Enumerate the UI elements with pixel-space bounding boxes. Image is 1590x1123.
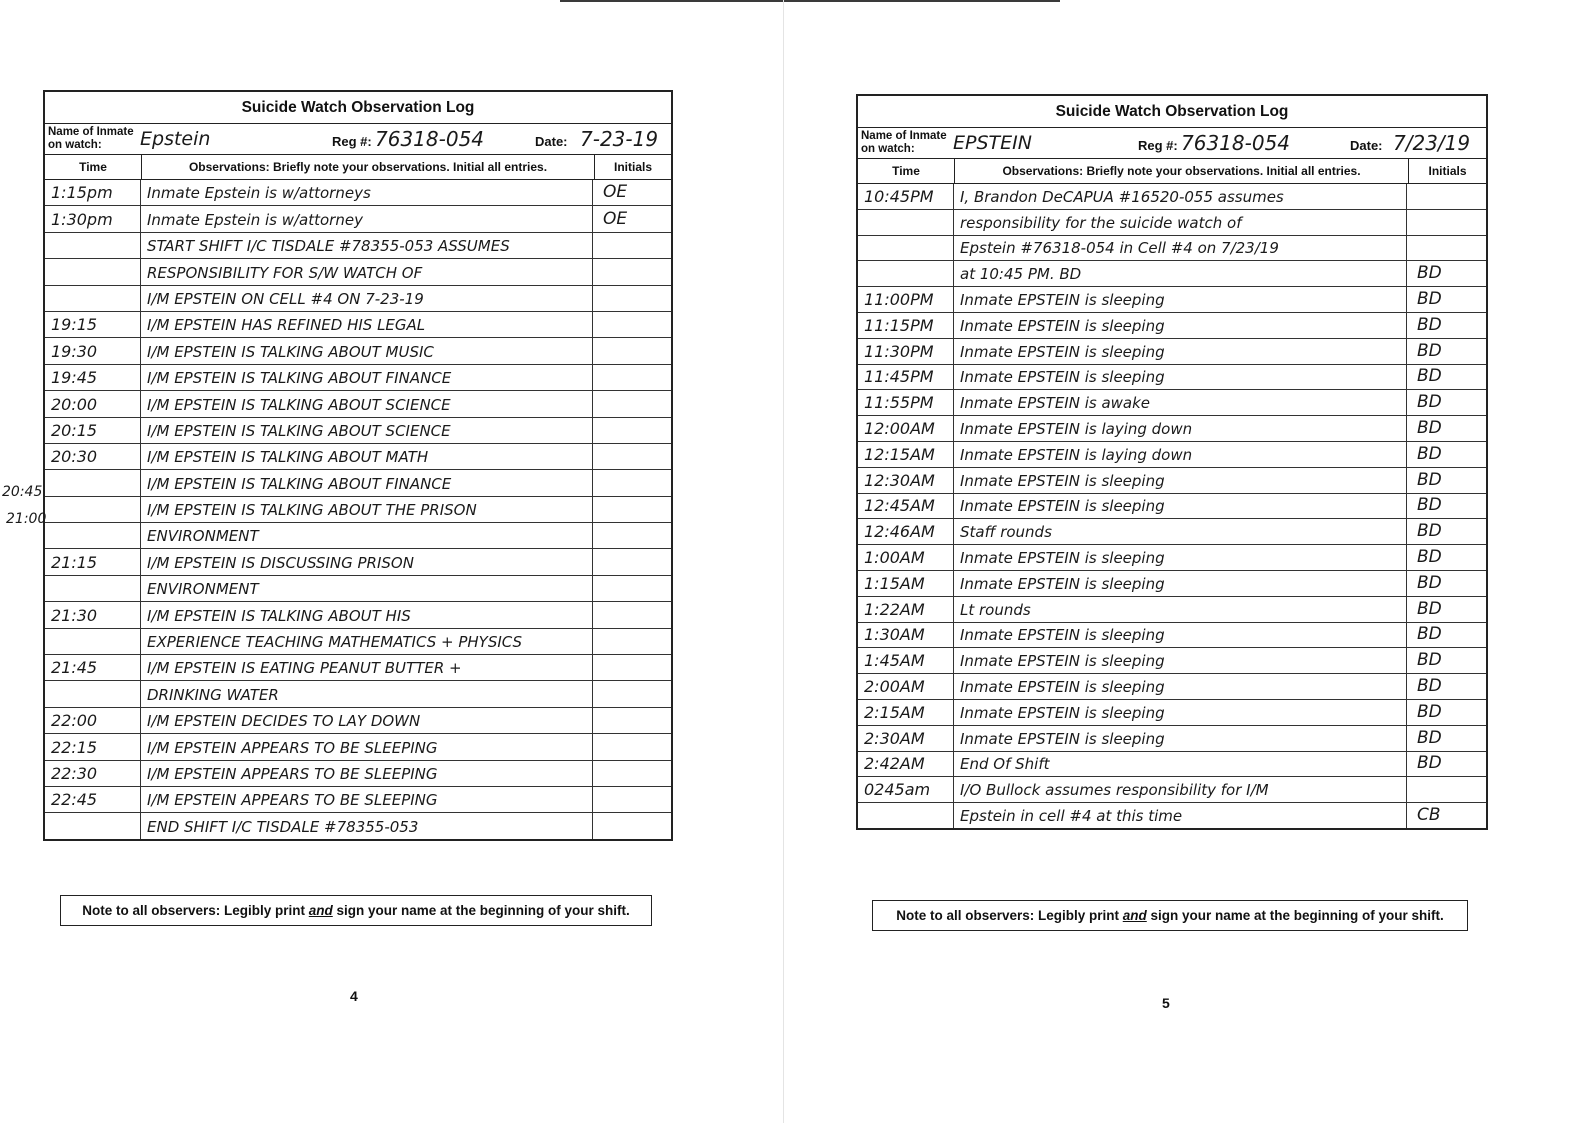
initials-cell: BD bbox=[1417, 469, 1442, 490]
observation-cell: Inmate EPSTEIN is sleeping bbox=[954, 674, 1407, 699]
observation-cell: I/M EPSTEIN HAS REFINED HIS LEGAL bbox=[141, 312, 593, 337]
initials-cell: CB bbox=[1417, 804, 1441, 825]
date-label: Date: bbox=[1350, 138, 1383, 153]
log-date: 7-23-19 bbox=[580, 127, 659, 151]
time-cell: 1:45AM bbox=[858, 648, 954, 673]
time-cell: 11:55PM bbox=[858, 390, 954, 415]
observation-cell: Inmate Epstein is w/attorneys bbox=[141, 180, 593, 205]
log-row bbox=[45, 286, 671, 312]
initials-cell: BD bbox=[1417, 443, 1442, 464]
log-row bbox=[45, 391, 671, 417]
time-cell: 12:45AM bbox=[858, 494, 954, 519]
time-cell: 21:45 bbox=[45, 655, 141, 680]
initials-cell bbox=[593, 391, 671, 416]
observation-cell: I/M EPSTEIN APPEARS TO BE SLEEPING bbox=[141, 734, 593, 759]
initials-cell: BD bbox=[1417, 701, 1442, 722]
name-label: Name of Inmate on watch: bbox=[48, 126, 134, 151]
log-row bbox=[45, 761, 671, 787]
initials-cell bbox=[593, 655, 671, 680]
time-cell: 20:15 bbox=[45, 418, 141, 443]
log-row bbox=[45, 549, 671, 575]
note-text-emphasis: and bbox=[308, 903, 333, 918]
initials-cell: BD bbox=[1417, 417, 1442, 438]
observation-cell: I/M EPSTEIN IS TALKING ABOUT SCIENCE bbox=[141, 418, 593, 443]
initials-cell bbox=[593, 787, 671, 812]
margin-note: 21:00 bbox=[6, 511, 47, 527]
initials-cell: OE bbox=[603, 182, 628, 203]
log-row bbox=[45, 444, 671, 470]
initials-cell: BD bbox=[1417, 753, 1442, 774]
time-cell: 12:30AM bbox=[858, 468, 954, 493]
initials-cell bbox=[593, 523, 671, 548]
observation-cell: End Of Shift bbox=[954, 752, 1407, 777]
initials-cell bbox=[593, 761, 671, 786]
initials-cell bbox=[593, 259, 671, 284]
observation-cell: Inmate EPSTEIN is awake bbox=[954, 390, 1407, 415]
time-cell: 12:15AM bbox=[858, 442, 954, 467]
log-row bbox=[858, 390, 1486, 416]
initials-cell: BD bbox=[1417, 314, 1442, 335]
initials-cell bbox=[593, 312, 671, 337]
note-text-start: Note to all observers: Legibly print bbox=[896, 908, 1123, 923]
observation-cell: Inmate EPSTEIN is sleeping bbox=[954, 571, 1407, 596]
time-cell bbox=[45, 286, 141, 311]
log-row bbox=[858, 700, 1486, 726]
initials-cell bbox=[593, 365, 671, 390]
log-row bbox=[858, 287, 1486, 313]
observation-cell: Staff rounds bbox=[954, 519, 1407, 544]
log-row bbox=[858, 416, 1486, 442]
observation-cell: responsibility for the suicide watch of bbox=[954, 210, 1407, 235]
log-row bbox=[45, 497, 671, 523]
observation-cell: I/M EPSTEIN ON CELL #4 ON 7-23-19 bbox=[141, 286, 593, 311]
observation-cell: I/M EPSTEIN IS EATING PEANUT BUTTER + bbox=[141, 655, 593, 680]
initials-cell bbox=[1407, 210, 1486, 235]
initials-cell bbox=[593, 338, 671, 363]
time-cell: 1:15AM bbox=[858, 571, 954, 596]
observation-cell: Inmate EPSTEIN is sleeping bbox=[954, 545, 1407, 570]
time-cell: 2:00AM bbox=[858, 674, 954, 699]
observations-column-header: Observations: Briefly note your observations. Initial all entries. bbox=[142, 155, 595, 179]
observation-cell: DRINKING WATER bbox=[141, 681, 593, 706]
observation-cell: I/M EPSTEIN APPEARS TO BE SLEEPING bbox=[141, 761, 593, 786]
reg-number: 76318-054 bbox=[1181, 131, 1291, 155]
log-row bbox=[45, 787, 671, 813]
log-row bbox=[858, 623, 1486, 649]
time-cell: 1:15pm bbox=[45, 180, 141, 205]
log-row bbox=[45, 470, 671, 496]
observation-cell: Inmate EPSTEIN is sleeping bbox=[954, 468, 1407, 493]
initials-cell bbox=[593, 233, 671, 258]
inmate-name: Epstein bbox=[140, 128, 211, 150]
time-cell: 19:45 bbox=[45, 365, 141, 390]
time-cell: 12:00AM bbox=[858, 416, 954, 441]
time-cell bbox=[45, 523, 141, 548]
log-row bbox=[858, 210, 1486, 236]
observer-note bbox=[872, 900, 1468, 931]
log-row bbox=[858, 442, 1486, 468]
initials-cell bbox=[1407, 236, 1486, 261]
log-page-5 bbox=[784, 0, 1590, 1123]
observation-cell: I/M EPSTEIN DECIDES TO LAY DOWN bbox=[141, 708, 593, 733]
observations-column-header: Observations: Briefly note your observations. Initial all entries. bbox=[955, 159, 1409, 183]
initials-column-header: Initials bbox=[613, 160, 652, 174]
observation-cell: ENVIRONMENT bbox=[141, 523, 593, 548]
initials-cell: BD bbox=[1417, 263, 1442, 284]
page-number: 4 bbox=[350, 988, 358, 1004]
form-title: Suicide Watch Observation Log bbox=[858, 96, 1486, 128]
note-text-emphasis: and bbox=[1122, 908, 1147, 923]
observation-cell: Epstein in cell #4 at this time bbox=[954, 803, 1407, 828]
log-row bbox=[858, 313, 1486, 339]
observation-cell: Inmate EPSTEIN is sleeping bbox=[954, 365, 1407, 390]
time-cell: 0245am bbox=[858, 777, 954, 802]
time-cell bbox=[45, 497, 141, 522]
initials-cell bbox=[593, 286, 671, 311]
initials-cell: OE bbox=[603, 208, 628, 229]
note-text-end: sign your name at the beginning of your shift. bbox=[332, 903, 630, 918]
initials-cell: BD bbox=[1417, 727, 1442, 748]
time-column-header: Time bbox=[45, 155, 142, 179]
log-row bbox=[858, 339, 1486, 365]
time-cell: 22:15 bbox=[45, 734, 141, 759]
initials-cell: BD bbox=[1417, 572, 1442, 593]
note-text-end: sign your name at the beginning of your shift. bbox=[1146, 908, 1444, 923]
time-cell: 1:22AM bbox=[858, 597, 954, 622]
initials-cell bbox=[593, 734, 671, 759]
log-row bbox=[45, 655, 671, 681]
log-row bbox=[45, 813, 671, 838]
observation-cell: I/M EPSTEIN IS TALKING ABOUT MATH bbox=[141, 444, 593, 469]
inmate-info-row bbox=[858, 128, 1486, 159]
initials-column-header: Initials bbox=[1428, 164, 1467, 178]
time-cell: 11:45PM bbox=[858, 365, 954, 390]
initials-cell bbox=[593, 444, 671, 469]
time-cell bbox=[858, 236, 954, 261]
initials-cell: BD bbox=[1417, 650, 1442, 671]
log-rows bbox=[45, 180, 671, 839]
time-cell: 21:15 bbox=[45, 549, 141, 574]
log-row bbox=[45, 576, 671, 602]
observation-cell: I/M EPSTEIN IS TALKING ABOUT SCIENCE bbox=[141, 391, 593, 416]
log-row bbox=[858, 674, 1486, 700]
log-row bbox=[858, 597, 1486, 623]
log-date: 7/23/19 bbox=[1393, 131, 1471, 155]
initials-cell bbox=[593, 681, 671, 706]
initials-cell bbox=[593, 576, 671, 601]
time-cell: 2:30AM bbox=[858, 726, 954, 751]
time-cell: 11:00PM bbox=[858, 287, 954, 312]
time-cell: 19:30 bbox=[45, 338, 141, 363]
time-cell: 11:30PM bbox=[858, 339, 954, 364]
observation-cell: I/M EPSTEIN IS TALKING ABOUT THE PRISON bbox=[141, 497, 593, 522]
time-cell: 20:30 bbox=[45, 444, 141, 469]
log-row bbox=[45, 734, 671, 760]
observation-cell: Inmate EPSTEIN is sleeping bbox=[954, 313, 1407, 338]
initials-cell bbox=[593, 708, 671, 733]
observation-cell: RESPONSIBILITY FOR S/W WATCH OF bbox=[141, 259, 593, 284]
observation-cell: Epstein #76318-054 in Cell #4 on 7/23/19 bbox=[954, 236, 1407, 261]
observation-log-form bbox=[43, 90, 673, 841]
initials-cell bbox=[593, 470, 671, 495]
time-cell bbox=[45, 576, 141, 601]
log-row bbox=[45, 338, 671, 364]
log-row bbox=[45, 180, 671, 206]
observation-cell: Inmate EPSTEIN is sleeping bbox=[954, 287, 1407, 312]
column-header-row bbox=[858, 159, 1486, 184]
log-row bbox=[45, 523, 671, 549]
observation-cell: Inmate EPSTEIN is sleeping bbox=[954, 700, 1407, 725]
log-row bbox=[858, 236, 1486, 262]
time-cell bbox=[45, 813, 141, 838]
observation-cell: ENVIRONMENT bbox=[141, 576, 593, 601]
observation-cell: Inmate EPSTEIN is sleeping bbox=[954, 339, 1407, 364]
reg-label: Reg #: bbox=[332, 134, 372, 149]
log-row bbox=[858, 519, 1486, 545]
time-cell bbox=[858, 210, 954, 235]
log-rows bbox=[858, 184, 1486, 828]
form-title: Suicide Watch Observation Log bbox=[45, 92, 671, 124]
page-number: 5 bbox=[1162, 995, 1170, 1011]
initials-cell bbox=[593, 813, 671, 838]
observation-cell: Inmate EPSTEIN is sleeping bbox=[954, 648, 1407, 673]
note-text-start: Note to all observers: Legibly print bbox=[82, 903, 309, 918]
observation-cell: Inmate EPSTEIN is sleeping bbox=[954, 623, 1407, 648]
time-cell: 12:46AM bbox=[858, 519, 954, 544]
initials-cell: BD bbox=[1417, 495, 1442, 516]
log-row bbox=[45, 233, 671, 259]
time-cell: 11:15PM bbox=[858, 313, 954, 338]
time-cell: 10:45PM bbox=[858, 184, 954, 209]
log-row bbox=[858, 468, 1486, 494]
log-row bbox=[858, 726, 1486, 752]
time-cell: 2:42AM bbox=[858, 752, 954, 777]
time-cell: 22:30 bbox=[45, 761, 141, 786]
log-row bbox=[858, 494, 1486, 520]
log-row bbox=[858, 261, 1486, 287]
log-row bbox=[858, 777, 1486, 803]
observation-cell: I/M EPSTEIN IS TALKING ABOUT FINANCE bbox=[141, 470, 593, 495]
initials-cell bbox=[593, 629, 671, 654]
log-row bbox=[45, 602, 671, 628]
time-cell bbox=[45, 259, 141, 284]
time-cell: 1:30pm bbox=[45, 206, 141, 231]
time-cell bbox=[45, 470, 141, 495]
log-row bbox=[858, 571, 1486, 597]
log-page-4 bbox=[0, 0, 783, 1123]
observation-cell: I/O Bullock assumes responsibility for I/M bbox=[954, 777, 1407, 802]
observation-cell: I/M EPSTEIN APPEARS TO BE SLEEPING bbox=[141, 787, 593, 812]
name-label: Name of Inmate on watch: bbox=[861, 130, 947, 155]
time-column-header: Time bbox=[858, 159, 955, 183]
observation-cell: END SHIFT I/C TISDALE #78355-053 bbox=[141, 813, 593, 838]
initials-cell bbox=[593, 497, 671, 522]
initials-cell: BD bbox=[1417, 546, 1442, 567]
observation-cell: Inmate EPSTEIN is sleeping bbox=[954, 494, 1407, 519]
time-cell: 1:30AM bbox=[858, 623, 954, 648]
log-row bbox=[45, 259, 671, 285]
log-row bbox=[858, 803, 1486, 828]
time-cell bbox=[858, 803, 954, 828]
log-row bbox=[45, 365, 671, 391]
initials-cell: BD bbox=[1417, 366, 1442, 387]
time-cell: 22:45 bbox=[45, 787, 141, 812]
margin-note: 20:45 bbox=[2, 484, 43, 500]
log-row bbox=[45, 312, 671, 338]
initials-cell: BD bbox=[1417, 392, 1442, 413]
initials-cell: BD bbox=[1417, 521, 1442, 542]
initials-cell: BD bbox=[1417, 340, 1442, 361]
inmate-info-row bbox=[45, 124, 671, 155]
observation-cell: Inmate EPSTEIN is laying down bbox=[954, 416, 1407, 441]
observation-log-form bbox=[856, 94, 1488, 830]
observation-cell: I, Brandon DeCAPUA #16520-055 assumes bbox=[954, 184, 1407, 209]
observation-cell: Inmate Epstein is w/attorney bbox=[141, 206, 593, 231]
time-cell: 21:30 bbox=[45, 602, 141, 627]
time-cell: 1:00AM bbox=[858, 545, 954, 570]
reg-number: 76318-054 bbox=[375, 127, 485, 151]
observation-cell: I/M EPSTEIN IS DISCUSSING PRISON bbox=[141, 549, 593, 574]
log-row bbox=[858, 365, 1486, 391]
observation-cell: I/M EPSTEIN IS TALKING ABOUT HIS bbox=[141, 602, 593, 627]
log-row bbox=[45, 681, 671, 707]
time-cell bbox=[45, 629, 141, 654]
column-header-row bbox=[45, 155, 671, 180]
initials-cell: BD bbox=[1417, 288, 1442, 309]
time-cell: 19:15 bbox=[45, 312, 141, 337]
log-row bbox=[45, 206, 671, 232]
reg-label: Reg #: bbox=[1138, 138, 1178, 153]
initials-cell bbox=[593, 418, 671, 443]
time-cell bbox=[45, 681, 141, 706]
initials-cell: BD bbox=[1417, 598, 1442, 619]
log-row bbox=[858, 648, 1486, 674]
initials-cell bbox=[1407, 777, 1486, 802]
time-cell: 22:00 bbox=[45, 708, 141, 733]
initials-cell: BD bbox=[1417, 675, 1442, 696]
initials-cell bbox=[593, 549, 671, 574]
observation-cell: I/M EPSTEIN IS TALKING ABOUT FINANCE bbox=[141, 365, 593, 390]
log-row bbox=[45, 629, 671, 655]
time-cell: 20:00 bbox=[45, 391, 141, 416]
time-cell bbox=[45, 233, 141, 258]
initials-cell bbox=[1407, 184, 1486, 209]
observation-cell: Inmate EPSTEIN is sleeping bbox=[954, 726, 1407, 751]
observation-cell: at 10:45 PM. BD bbox=[954, 261, 1407, 286]
log-row bbox=[858, 545, 1486, 571]
log-row bbox=[45, 708, 671, 734]
observer-note bbox=[60, 895, 652, 926]
log-row bbox=[858, 752, 1486, 778]
time-cell bbox=[858, 261, 954, 286]
log-row bbox=[45, 418, 671, 444]
initials-cell bbox=[593, 602, 671, 627]
log-row bbox=[858, 184, 1486, 210]
observation-cell: Inmate EPSTEIN is laying down bbox=[954, 442, 1407, 467]
inmate-name: EPSTEIN bbox=[953, 132, 1032, 154]
observation-cell: START SHIFT I/C TISDALE #78355-053 ASSUMES bbox=[141, 233, 593, 258]
initials-cell: BD bbox=[1417, 624, 1442, 645]
date-label: Date: bbox=[535, 134, 568, 149]
observation-cell: Lt rounds bbox=[954, 597, 1407, 622]
time-cell: 2:15AM bbox=[858, 700, 954, 725]
observation-cell: I/M EPSTEIN IS TALKING ABOUT MUSIC bbox=[141, 338, 593, 363]
observation-cell: EXPERIENCE TEACHING MATHEMATICS + PHYSICS bbox=[141, 629, 593, 654]
